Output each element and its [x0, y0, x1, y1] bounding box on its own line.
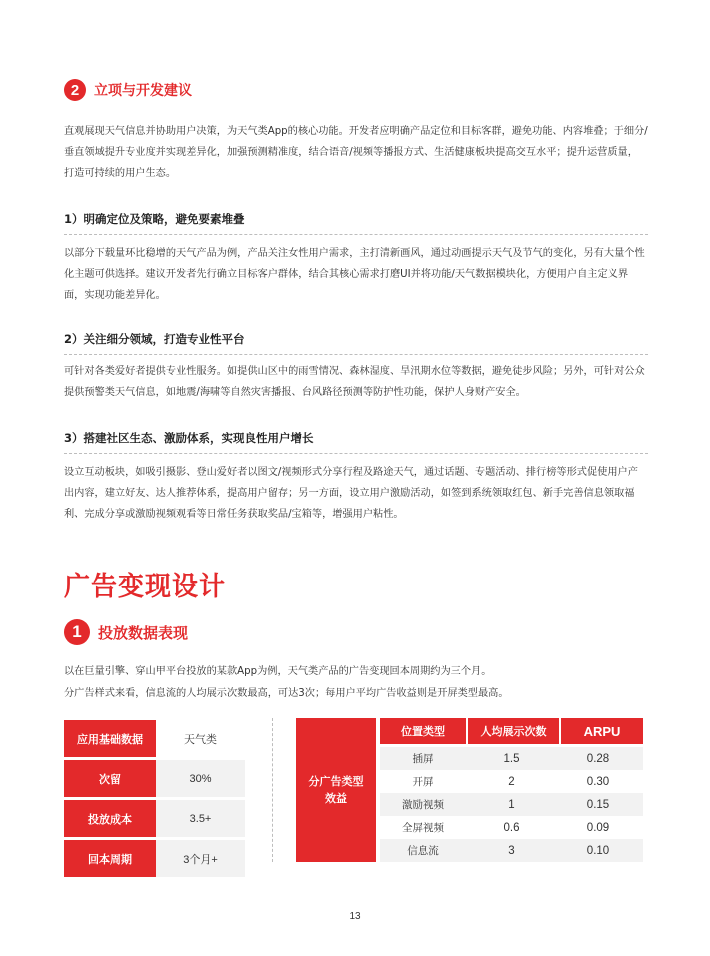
table-value: 3个月+ — [156, 840, 245, 877]
column-header: 人均展示次数 — [468, 718, 559, 744]
table-cell: 激励视频 — [402, 799, 444, 811]
table-row — [64, 720, 245, 757]
table-cell: 1.5 — [503, 752, 520, 765]
table-cell: 开屏 — [412, 776, 434, 788]
table-header-row — [380, 718, 643, 744]
subsection-body-3: 设立互动板块，如吸引摄影、登山爱好者以图文/视频形式分享行程及路途天气，通过话题、专题活动、排行榜等形式促使用户产出内容，建立好友、达人推荐体系，提高用户留存；另一方面，设立用户激励活动，如签到系统领取红包、新手完善信息领取福利、完成分享或激励视频观看等日常任务获取奖品/宝箱等，增强用户粘性。 — [64, 467, 638, 520]
table-side-header — [296, 718, 376, 862]
table-row — [380, 793, 643, 816]
column-header: ARPU — [561, 718, 643, 744]
subsection-body-1: 以部分下载量环比稳增的天气产品为例，产品关注女性用户需求，主打清新画风，通过动画提示天气及节气的变化，另有大量个性化主题可供选择。建议开发者先行确立目标客户群体，结合其核心需求打磨UI并将功能/天气数据模块化，方便用户自主定义界面，实现功能差异化。 — [64, 248, 645, 301]
note-line-2: 分广告样式来看，信息流的人均展示次数最高，可达3次；每用户平均广告收益则是开屏类型最高。 — [64, 688, 509, 699]
table-key: 次留 — [64, 760, 156, 797]
table-row — [64, 800, 245, 837]
subsection-heading-1: 1）明确定位及策略，避免要素堆叠 — [64, 211, 648, 235]
side-header-line-1: 分广告类型 — [308, 775, 364, 788]
ads-section-heading — [64, 619, 188, 645]
page-number: 13 — [349, 911, 361, 922]
section-title: 立项与开发建议 — [94, 83, 192, 99]
table-cell: 0.10 — [586, 844, 610, 857]
table-key: 应用基础数据 — [64, 720, 156, 757]
section-heading — [64, 79, 192, 101]
column-header: 位置类型 — [380, 718, 466, 744]
table-cell: 插屏 — [412, 753, 434, 765]
table-key: 投放成本 — [64, 800, 156, 837]
table-row — [380, 747, 643, 770]
section-title: 投放数据表现 — [98, 623, 189, 642]
table-cell: 0.09 — [586, 821, 610, 834]
section-number-badge: 2 — [64, 79, 86, 101]
basic-data-table — [64, 720, 245, 880]
subsection-body-2: 可针对各类爱好者提供专业性服务。如提供山区中的雨雪情况、森林湿度、旱汛期水位等数据，避免徒步风险；另外，可针对公众提供预警类天气信息，如地震/海啸等自然灾害播报、台风路径预测等防护性功能，保护人身财产安全。 — [64, 366, 645, 398]
table-cell: 0.30 — [586, 775, 610, 788]
ad-type-table — [296, 718, 643, 862]
table-grid — [380, 718, 643, 862]
table-cell: 全屏视频 — [402, 822, 444, 834]
chapter-title: 广告变现设计 — [64, 572, 227, 602]
table-row — [380, 770, 643, 793]
divider — [272, 718, 273, 862]
table-value: 天气类 — [156, 720, 245, 757]
table-cell: 3 — [508, 844, 515, 857]
table-row — [64, 840, 245, 877]
table-cell: 1 — [508, 798, 515, 811]
table-cell: 0.28 — [586, 752, 610, 765]
table-key: 回本周期 — [64, 840, 156, 877]
table-body — [380, 747, 643, 862]
table-row — [380, 839, 643, 862]
table-cell: 0.15 — [586, 798, 610, 811]
table-row — [64, 760, 245, 797]
table-row — [380, 816, 643, 839]
note-line-1: 以在巨量引擎、穿山甲平台投放的某款App为例，天气类产品的广告变现回本周期约为三个月。 — [64, 666, 492, 677]
table-cell: 0.6 — [503, 821, 520, 834]
intro-paragraph: 直观展现天气信息并协助用户决策，为天气类App的核心功能。开发者应明确产品定位和目标客群，避免功能、内容堆叠；于细分/垂直领域提升专业度并实现差异化，加强预测精准度，结合语音/视频等播报方式、生活健康板块提高交互水平；提升运营质量，打造可持续的用户生态。 — [64, 126, 648, 179]
subsection-heading-2: 2）关注细分领域，打造专业性平台 — [64, 331, 648, 355]
side-header-line-2: 效益 — [325, 792, 347, 805]
table-cell: 2 — [508, 775, 515, 788]
table-value: 30% — [156, 760, 245, 797]
subsection-heading-3: 3）搭建社区生态、激励体系，实现良性用户增长 — [64, 430, 648, 454]
table-value: 3.5+ — [156, 800, 245, 837]
section-number-badge: 1 — [64, 619, 90, 645]
table-cell: 信息流 — [407, 845, 439, 857]
